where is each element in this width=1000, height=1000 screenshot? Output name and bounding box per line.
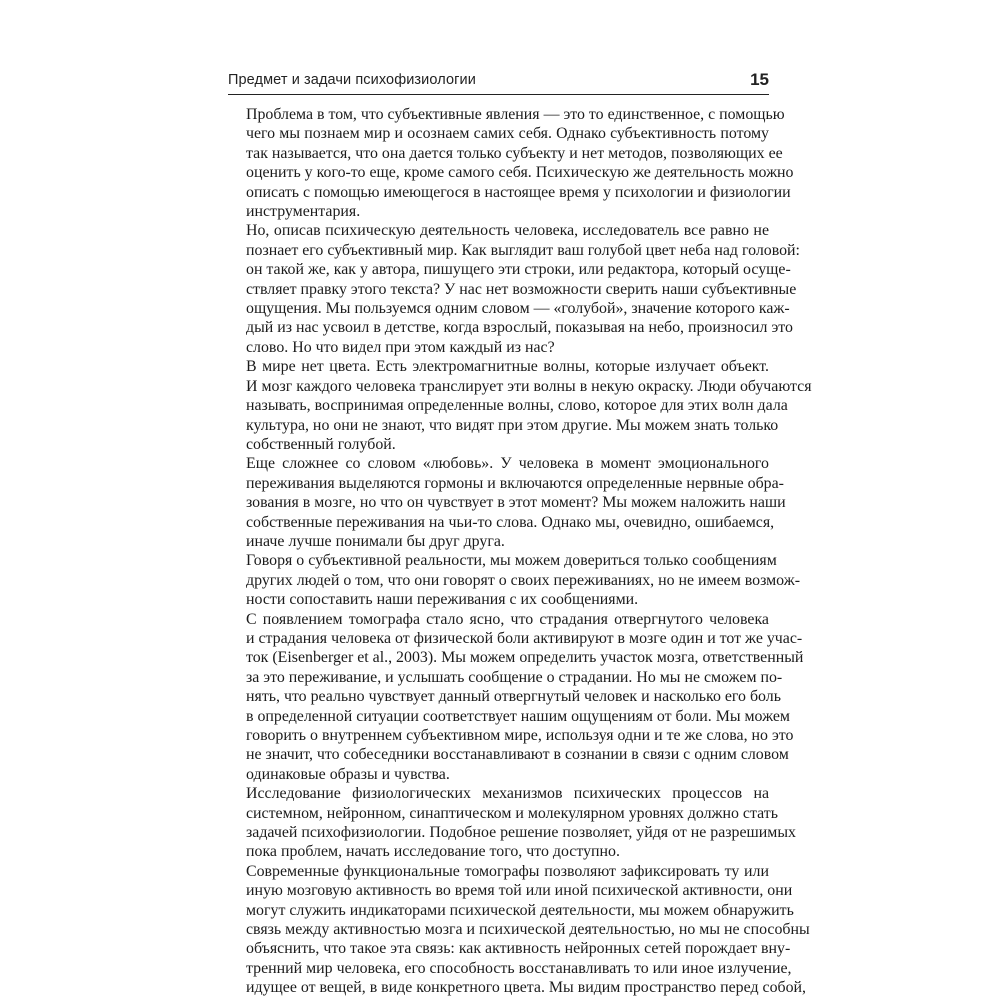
page-number: 15 [750, 70, 769, 89]
text-line: собственный голубой. [246, 435, 396, 453]
text-line: не значит, что собеседники восстанавливают в сознании в связи с одним словом [246, 746, 789, 764]
text-line: системном, нейронном, синаптическом и молекулярном уровнях должно стать [246, 804, 778, 822]
paragraph [228, 105, 794, 221]
text-line: В мире нет цвета. Есть электромагнитные волны, которые излучает объект. [246, 358, 769, 376]
text-line: он такой же, как у автора, пишущего эти строки, или редактора, который осуще- [246, 261, 791, 279]
text-line: нять, что реально чувствует данный отвергнутый человек и насколько его боль [246, 688, 781, 706]
text-line: познает его субъективный мир. Как выглядит ваш голубой цвет неба над головой: [246, 241, 800, 259]
body-text [228, 105, 812, 998]
paragraph [228, 862, 810, 998]
text-line: ствляет правку этого текста? У нас нет возможности сверить наши субъективные [246, 280, 797, 298]
text-line: Исследование физиологических механизмов психических процессов на [246, 785, 769, 803]
text-line: ности сопоставить наши переживания с их сообщениями. [246, 591, 639, 609]
text-line: инструментария. [246, 203, 361, 221]
text-line: иную мозговую активность во время той или иной психической активности, они [246, 882, 793, 900]
text-line: собственные переживания на чьи-то слова. Однако мы, очевидно, ошибаемся, [246, 513, 775, 531]
text-line: в определенной ситуации соответствует нашим ощущениям от боли. Мы можем [246, 707, 790, 725]
text-line: переживания выделяются гормоны и включаются определенные нервные обра- [246, 474, 784, 492]
running-header [228, 70, 769, 95]
text-line: объяснить, что такое эта связь: как активность нейронных сетей порождает вну- [246, 940, 791, 958]
text-line: других людей о том, что они говорят о своих переживаниях, но не имеем возмож- [246, 571, 800, 589]
paragraph [228, 357, 812, 454]
text-line: могут служить индикаторами психической деятельности, мы можем обнаружить [246, 901, 794, 919]
text-line: и страдания человека от физической боли активируют в мозге один и тот же учас- [246, 629, 803, 647]
running-title: Предмет и задачи психофизиологии [228, 72, 476, 88]
text-line: зования в мозге, но что он чувствует в этот момент? Мы можем наложить наши [246, 494, 786, 512]
text-line: ощущения. Мы пользуемся одним словом — «голубой», значение которого каж- [246, 300, 790, 318]
text-line: описать с помощью имеющегося в настоящее время у психологии и физиологии [246, 183, 791, 201]
text-line: дый из нас усвоил в детстве, когда взрослый, показывая на небо, произносил это [246, 319, 793, 337]
paragraph [228, 454, 786, 551]
text-line: называть, воспринимая определенные волны, слово, которое для этих волн дала [246, 397, 788, 415]
text-line: иначе лучше понимали бы друг друга. [246, 532, 505, 550]
text-line: Еще сложнее со словом «любовь». У человека в момент эмоционального [246, 455, 769, 473]
text-line: Проблема в том, что субъективные явления — это то единственное, с помощью [246, 106, 785, 123]
text-line: Современные функциональные томографы позволяют зафиксировать ту или [246, 862, 769, 880]
text-line: идущее от вещей, в виде конкретного цвета. Мы видим пространство перед собой, [246, 979, 807, 997]
paragraph [228, 610, 804, 785]
paragraph [228, 784, 796, 862]
text-line: чего мы познаем мир и осознаем самих себя. Однако субъективность потому [246, 125, 769, 143]
text-line: ток (Eisenberger et al., 2003). Мы можем определить участок мозга, ответственный [246, 649, 804, 667]
text-line: тренний мир человека, его способность восстанавливать то или иное излучение, [246, 959, 792, 977]
text-line: связь между активностью мозга и психической деятельностью, но мы не способны [246, 921, 810, 939]
text-line: Говоря о субъективной реальности, мы можем довериться только сообщениям [246, 552, 777, 570]
text-line: так называется, что она дается только субъекту и нет методов, позволяющих ее [246, 144, 783, 162]
text-line: И мозг каждого человека транслирует эти волны в некую окраску. Люди обучаются [246, 377, 812, 395]
text-line: задачей психофизиологии. Подобное решение позволяет, уйдя от не разрешимых [246, 824, 796, 842]
paragraph [228, 221, 800, 357]
text-line: С появлением томографа стало ясно, что страдания отвергнутого человека [246, 610, 769, 628]
text-line: оценить у кого-то еще, кроме самого себя. Психическую же деятельность можно [246, 164, 794, 182]
text-line: культура, но они не знают, что видят при этом другие. Мы можем знать только [246, 416, 779, 434]
text-line: одинаковые образы и чувства. [246, 765, 450, 783]
paragraph [228, 551, 800, 609]
text-line: Но, описав психическую деятельность человека, исследователь все равно не [246, 222, 769, 240]
text-line: говорить о внутреннем субъективном мире, используя одни и те же слова, но это [246, 727, 794, 744]
text-line: слово. Но что видел при этом каждый из нас? [246, 338, 555, 356]
text-line: за это переживание, и услышать сообщение о страдании. Но мы не сможем по- [246, 668, 783, 686]
text-line: пока проблем, начать исследование того, что доступно. [246, 843, 620, 861]
